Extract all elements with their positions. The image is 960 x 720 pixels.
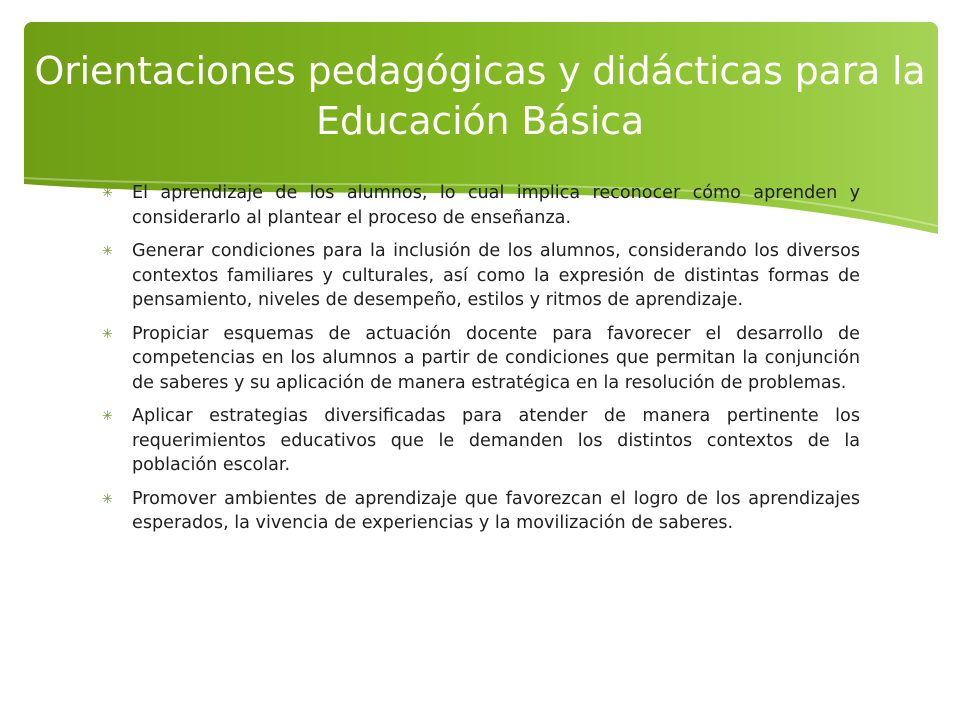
asterisk-icon: ✳ (102, 491, 113, 507)
bullet-text: Generar condiciones para la inclusión de los alumnos, considerando los diversos contextos familiares y culturales, así como la expresión de distintas formas de pensamiento, niveles de desempeño, estilos y ritmos de aprendizaje. (132, 241, 860, 310)
bullet-list (100, 181, 860, 545)
bullet-text: El aprendizaje de los alumnos, lo cual implica reconocer cómo aprenden y considerarlo al plantear el proceso de enseñanza. (132, 183, 860, 228)
bullet-item (100, 404, 860, 478)
bullet-item (100, 181, 860, 230)
asterisk-icon: ✳ (102, 409, 113, 424)
bullet-item (100, 322, 860, 396)
bullet-item (100, 239, 860, 313)
bullet-text: Propiciar esquemas de actuación docente para favorecer el desarrollo de competencias en los alumnos a partir de condiciones que permitan la conjunción de saberes y su aplicación de manera estratégica en la resolución de problemas. (132, 323, 860, 393)
asterisk-icon: ✳ (102, 186, 113, 201)
bullet-item (100, 487, 860, 536)
asterisk-icon: ✳ (102, 326, 113, 342)
slide-title: Orientaciones pedagógicas y didácticas para la Educación Básica (34, 49, 926, 143)
asterisk-icon: ✳ (102, 244, 113, 259)
bullet-text: Promover ambientes de aprendizaje que favorezcan el logro de los aprendizajes esperados, la vivencia de experiencias y la movilización de saberes. (132, 488, 860, 533)
bullet-text: Aplicar estrategias diversificadas para atender de manera pertinente los requerimientos educativos que le demanden los distintos contextos de la población escolar. (132, 406, 860, 475)
